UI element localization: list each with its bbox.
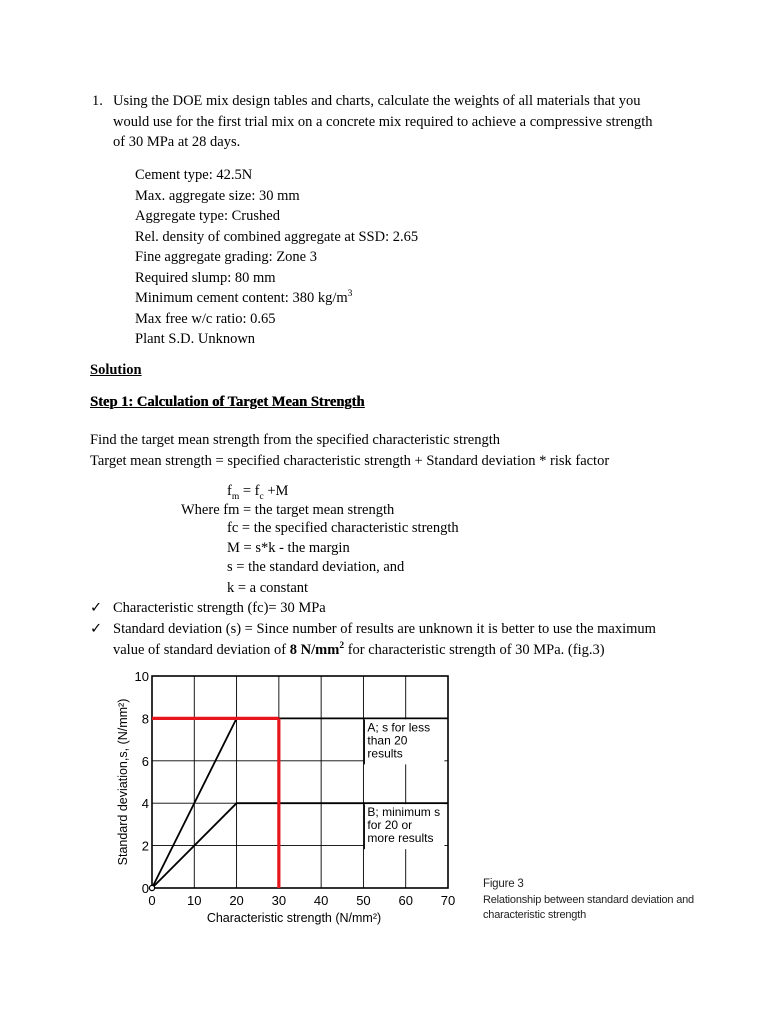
y-tick-label: 8 [141,711,149,727]
annotation-line: A; s for less [367,720,431,735]
formula-def-k: k = a constant [227,580,309,596]
annotation-a [364,719,444,764]
y-tick-label: 4 [141,796,149,812]
intro-find: Find the target mean strength from the specified characteristic strength [90,432,501,448]
y-tick-label: 6 [141,753,149,769]
spec-min-cement [135,288,418,309]
spec-slump: Required slump: 80 mm [135,269,276,286]
annotation-b [364,804,444,849]
formula-tail: +M [263,483,289,499]
check-text: Characteristic strength (fc)= 30 MPa [113,600,326,616]
intro-target: Target mean strength = specified characteristic strength + Standard deviation * risk factor [90,453,610,469]
spec-list [135,165,418,350]
y-tick-label: 10 [134,669,149,684]
origin-point [149,885,154,890]
check-item-1 [90,598,326,619]
formula-c-sub: c [259,491,264,502]
spec-plant-sd: Plant S.D. Unknown [135,331,256,347]
spec-min-cement-sup: 3 [347,289,353,300]
plot-frame [152,676,448,888]
formula-equation [227,481,288,502]
figure-label: Figure 3 [483,878,524,890]
std-dev-chart [112,666,462,928]
formula-def-m: M = s*k - the margin [227,540,350,556]
annotation-line: than 20 [367,733,408,748]
x-tick-label: 40 [313,893,329,908]
chart-y-label: Standard deviation,s, (N/mm²) [116,698,130,866]
check-bold-sup: 2 [339,641,345,652]
x-tick-label: 0 [148,893,156,908]
annotation-line: more results [367,831,434,846]
check-text: Standard deviation (s) = Since number of results are unknown it is better to use the maximum [113,621,656,637]
figure-caption-line: Relationship between standard deviation and [483,893,694,906]
spec-max-wc: Max free w/c ratio: 0.65 [135,310,276,327]
formula-eq: = f [239,483,260,499]
check-text: for characteristic strength of 30 MPa. (fig.3) [344,642,605,658]
chart-annotations [364,719,444,849]
question-number: 1. [92,93,103,109]
x-tick-label: 50 [356,893,371,908]
check-item-2 [90,619,656,640]
formula-def-s: s = the standard deviation, and [227,559,405,575]
chart-frame [152,676,448,888]
check-text: value of standard deviation of [113,642,290,658]
figure-caption-line: characteristic strength [483,909,586,921]
question-line: Using the DOE mix design tables and charts, calculate the weights of all materials that you [113,93,641,109]
question-line: of 30 MPa at 28 days. [113,134,241,150]
check-item-2-cont [113,640,605,661]
formula-where: Where fm = the target mean strength [181,502,395,518]
check-icon: ✓ [90,600,103,616]
solution-heading: Solution [90,362,142,378]
annotation-line: for 20 or [367,818,413,833]
x-tick-label: 30 [271,893,287,908]
step1-heading: Step 1: Calculation of Target Mean Strength [90,394,365,410]
spec-fine-grading: Fine aggregate grading: Zone 3 [135,249,317,265]
x-tick-label: 20 [229,893,244,908]
x-tick-label: 10 [187,893,202,908]
spec-min-cement-text: Minimum cement content: 380 kg/m [135,290,348,306]
y-tick-label: 2 [141,838,149,854]
chart-ticks [135,669,456,908]
x-tick-label: 70 [440,893,456,908]
chart-x-label: Characteristic strength (N/mm²) [206,911,382,925]
spec-aggregate-size: Max. aggregate size: 30 mm [135,187,300,204]
spec-cement: Cement type: 42.5N [135,167,253,183]
figure-caption [483,877,694,924]
check-icon: ✓ [90,621,103,637]
question-text [113,91,683,153]
check-bold-value: 8 N/mm [289,642,340,658]
formula-f: f [227,483,232,499]
annotation-line: B; minimum s [367,805,441,820]
formula-def-fc: fc = the specified characteristic strength [227,520,459,536]
x-tick-label: 60 [398,893,413,908]
spec-aggregate-type: Aggregate type: Crushed [135,208,280,224]
question-line: would use for the first trial mix on a concrete mix required to achieve a compressive strength [113,113,653,130]
formula-m-sub: m [231,491,240,502]
chart-grid [152,676,448,888]
y-tick-label: 0 [141,881,149,896]
annotation-line: results [367,746,403,761]
spec-relative-density: Rel. density of combined aggregate at SSD: 2.65 [135,228,419,245]
